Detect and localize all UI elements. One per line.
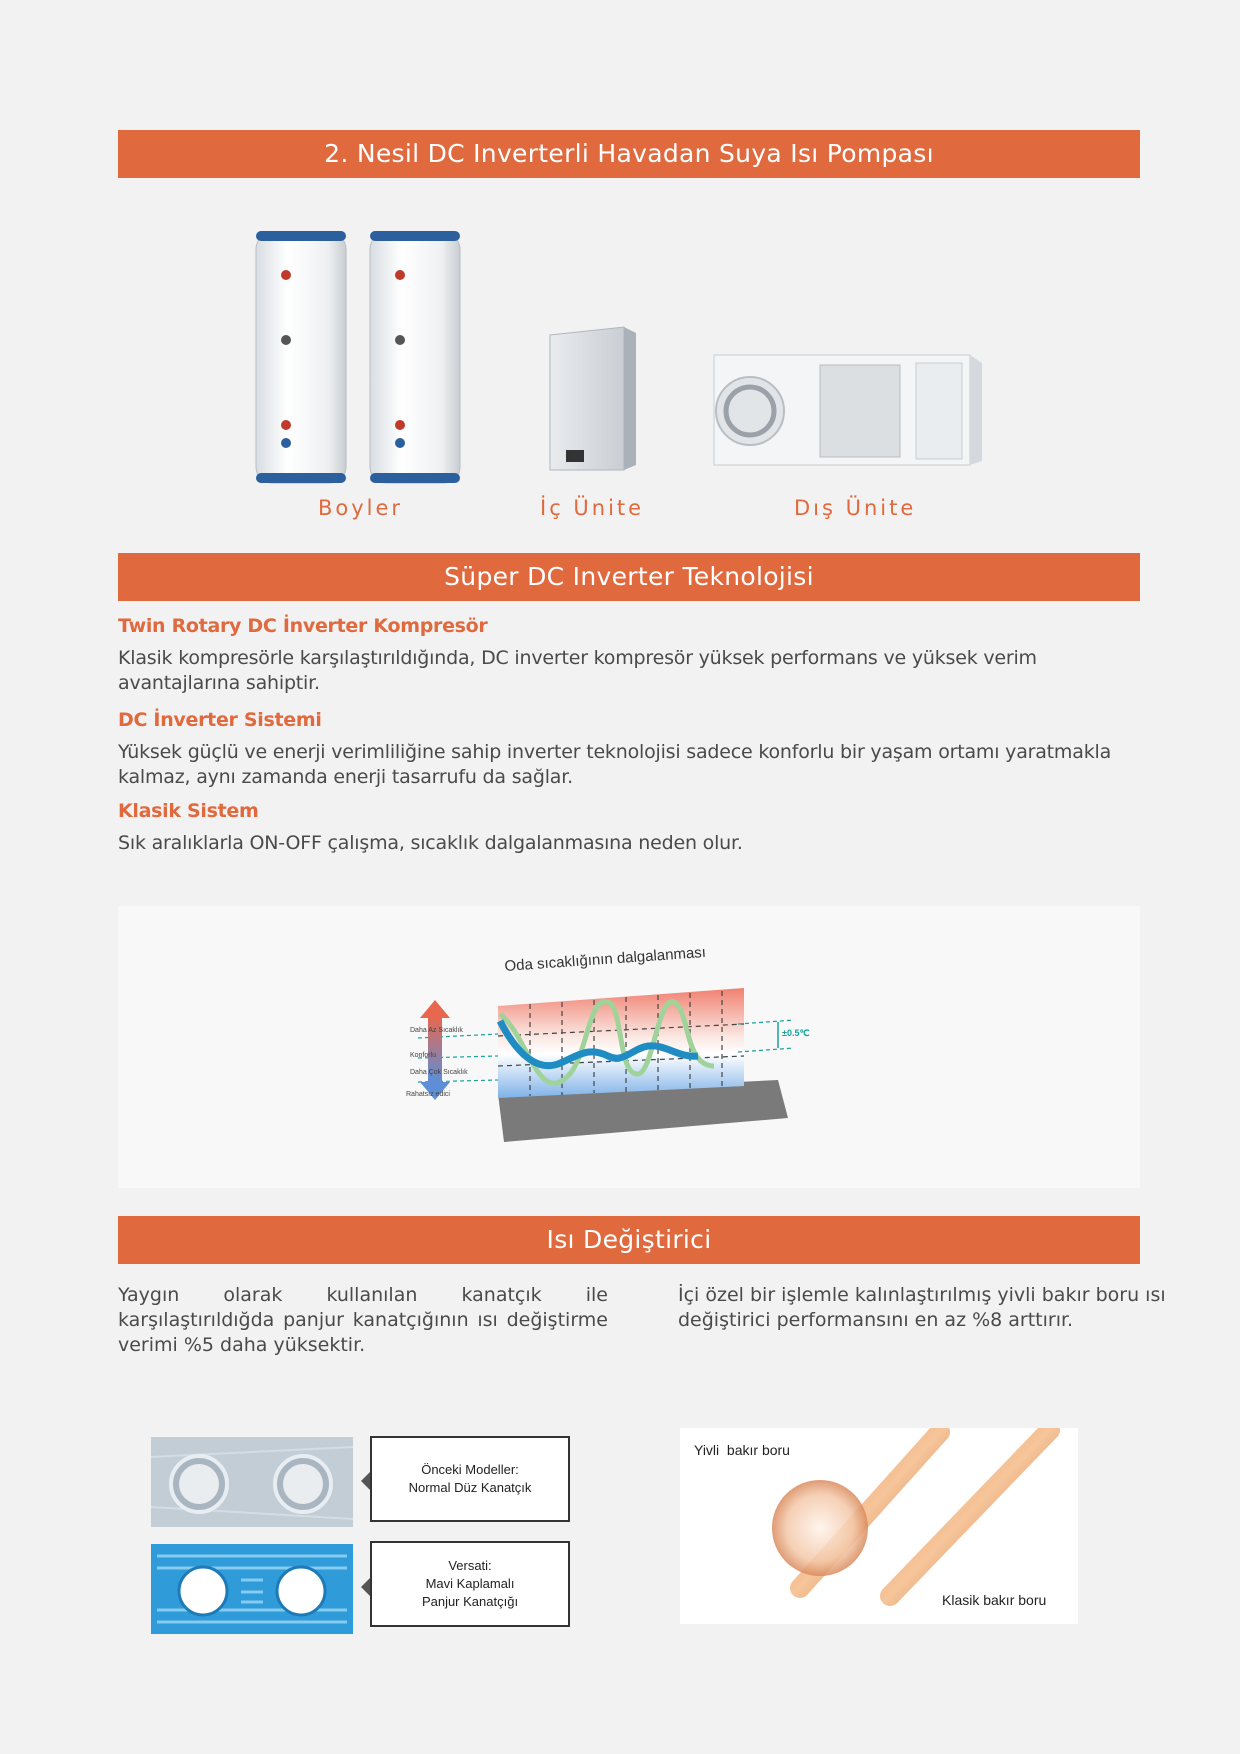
- section-title-heat-exchanger: Isı Değiştirici: [118, 1216, 1140, 1264]
- text-copper-pipe: İçi özel bir işlemle kalınlaştırılmış yivli bakır boru ısı değiştirici performansını en az %8 arttırır.: [678, 1284, 1166, 1331]
- indoor-unit: [550, 327, 636, 470]
- louver-fin-image: [151, 1544, 353, 1634]
- label-previous-models: Önceki Modeller: Normal Düz Kanatçık: [370, 1436, 570, 1522]
- header-title: 2. Nesil DC Inverterli Havadan Suya Isı Pompası: [118, 130, 1140, 178]
- label-grooved-pipe: Yivli bakır boru: [694, 1442, 790, 1458]
- pointer-arrow-2: [361, 1578, 370, 1596]
- label-versati-fin: Versati: Mavi Kaplamalı Panjur Kanatçığı: [370, 1541, 570, 1627]
- boiler-tank-2: [370, 231, 460, 483]
- diagram-title: Oda sıcaklığının dalgalanması: [504, 943, 707, 975]
- heading-classic-system: Klasik Sistem: [118, 800, 259, 822]
- products-illustration: [240, 225, 1000, 485]
- scale-label-uncomfortable: Rahatsız edici: [406, 1091, 450, 1098]
- heading-dc-inverter-system: DC İnverter Sistemi: [118, 709, 322, 731]
- label-classic-pipe: Klasik bakır boru: [942, 1592, 1047, 1608]
- caption-indoor-unit: İç Ünite: [540, 496, 645, 520]
- scale-label-comfortable: Konforlu: [410, 1052, 437, 1059]
- text-twin-rotary: Klasik kompresörle karşılaştırıldığında, DC inverter kompresör yüksek performans ve yüksek verim avantajlarına sahiptir.: [118, 647, 1037, 694]
- heading-twin-rotary: Twin Rotary DC İnverter Kompresör: [118, 615, 488, 637]
- diagram-tolerance: ±0.5℃: [782, 1028, 810, 1038]
- caption-outdoor-unit: Dış Ünite: [794, 496, 917, 520]
- boiler-tank-1: [256, 231, 346, 483]
- text-dc-inverter-system: Yüksek güçlü ve enerji verimliliğine sahip inverter teknolojisi sadece konforlu bir yaşam ortamı yaratmakla kalmaz, aynı zamanda enerji tasarrufu da sağlar.: [118, 741, 1112, 788]
- caption-boiler: Boyler: [318, 496, 404, 520]
- temperature-fluctuation-diagram: [118, 906, 1140, 1188]
- outdoor-unit: [714, 355, 982, 465]
- copper-pipe-image: [680, 1428, 1078, 1624]
- pointer-arrow-1: [361, 1472, 370, 1490]
- pipe-cross-section: [772, 1480, 868, 1576]
- flat-fin-image: [151, 1437, 353, 1527]
- text-fin-efficiency: Yaygın olarak kullanılan kanatçık ile karşılaştırıldığda panjur kanatçığının ısı değiştirme verimi %5 daha yüksektir.: [118, 1284, 608, 1356]
- scale-label-less-heat: Daha Az Sıcaklık: [410, 1027, 463, 1034]
- section-title-dc-inverter: Süper DC Inverter Teknolojisi: [118, 553, 1140, 601]
- scale-label-more-heat: Daha Çok Sıcaklık: [410, 1069, 468, 1076]
- text-classic-system: Sık aralıklarla ON-OFF çalışma, sıcaklık dalgalanmasına neden olur.: [118, 832, 743, 854]
